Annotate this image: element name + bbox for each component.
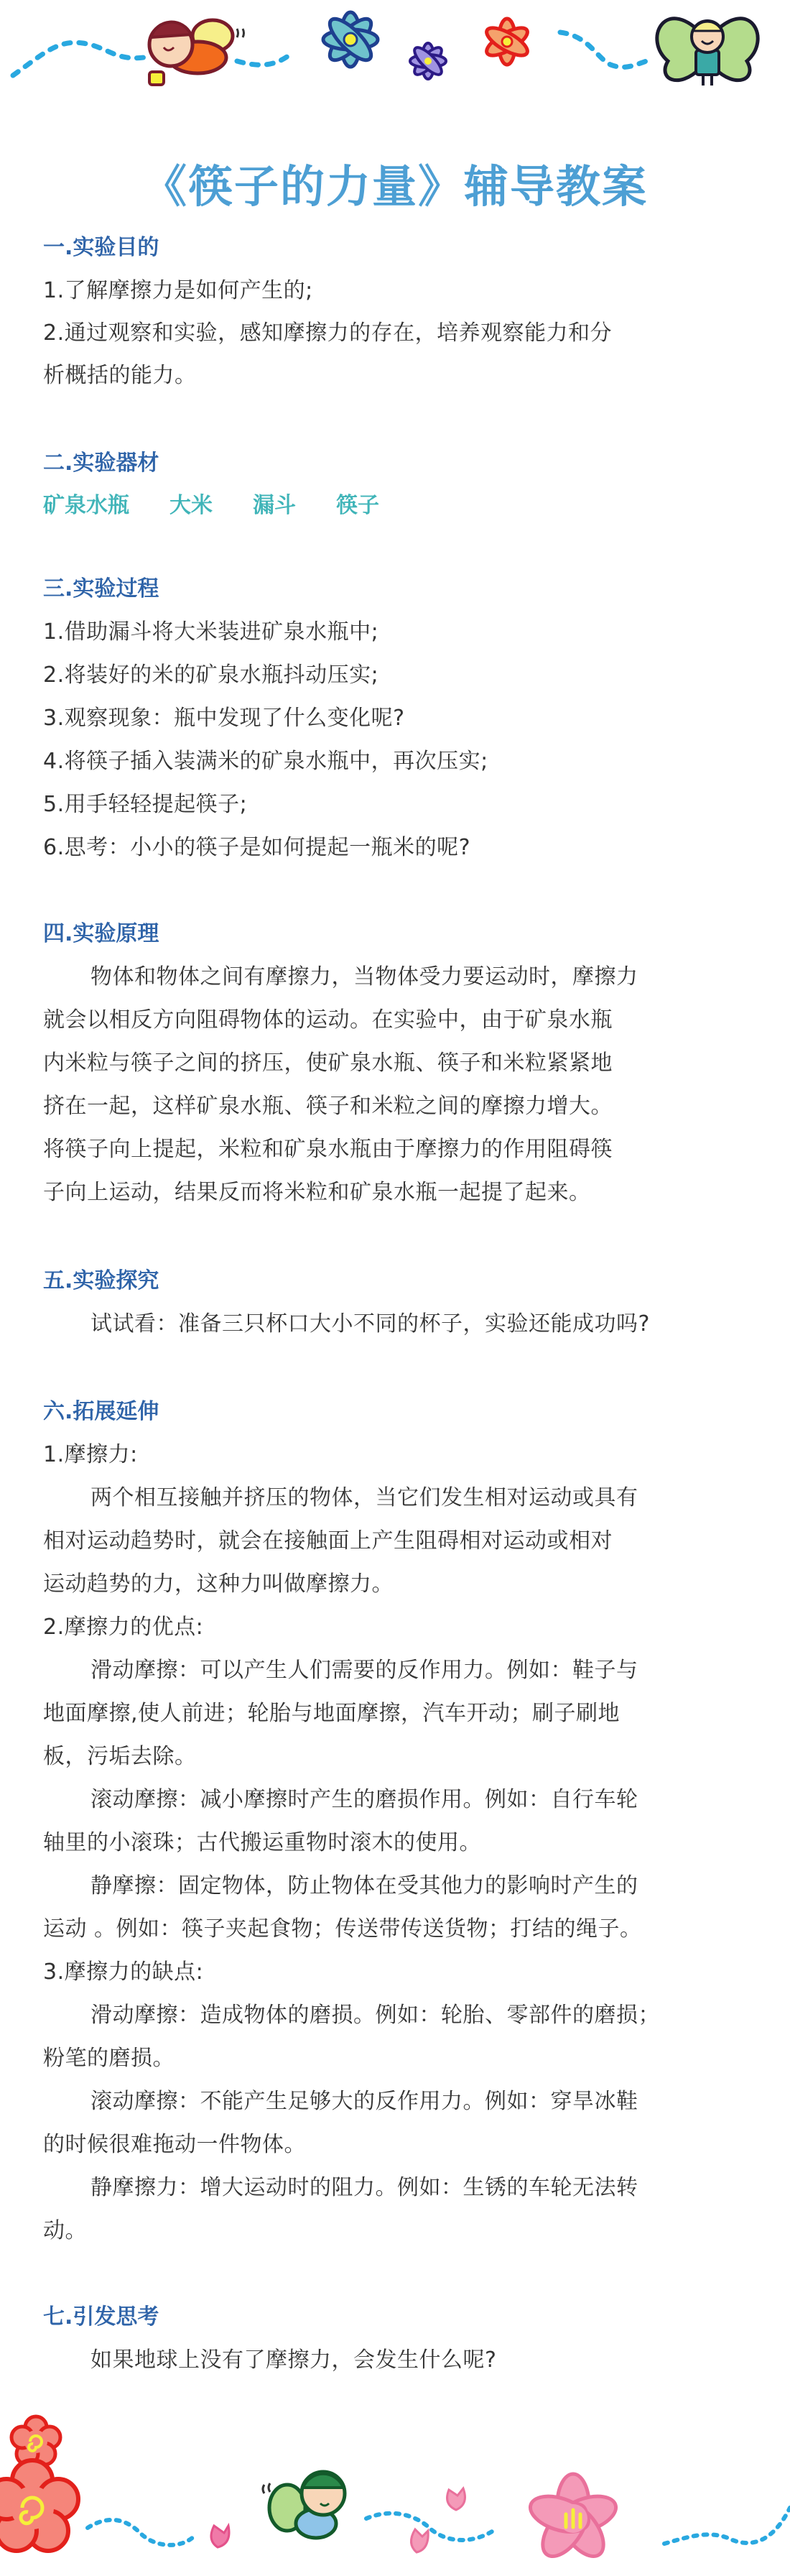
extension-line: 滚动摩擦：减小摩擦时产生的磨损作用。例如：自行车轮 xyxy=(90,1787,638,1812)
dotted-line-icon xyxy=(88,2508,790,2545)
large-red-flower-icon xyxy=(0,2460,78,2551)
exploration-line: 试试看：准备三只杯口大小不同的杯子，实验还能成功吗? xyxy=(90,1311,650,1337)
reflection-line: 如果地球上没有了摩擦力，会发生什么呢? xyxy=(90,2348,497,2373)
extension-subheading: 2.摩擦力的优点: xyxy=(43,1615,204,1640)
extension-line: 地面摩擦,使人前进；轮胎与地面摩擦，汽车开动；刷子刷地 xyxy=(43,1701,621,1726)
pink-petal-icon xyxy=(411,2529,428,2552)
material-item: 筷子 xyxy=(336,493,379,518)
purple-flower-icon xyxy=(410,43,446,79)
procedure-step: 5.用手轻轻提起筷子; xyxy=(43,792,248,817)
extension-line: 轴里的小滚珠；古代搬运重物时滚木的使用。 xyxy=(43,1830,481,1855)
extension-line: 的时候很难拖动一件物体。 xyxy=(43,2132,306,2157)
section-heading-principle: 四.实验原理 xyxy=(43,921,159,946)
material-item: 大米 xyxy=(169,493,213,518)
extension-line: 静摩擦力：增大运动时的阻力。例如：生锈的车轮无法转 xyxy=(90,2175,638,2200)
procedure-step: 4.将筷子插入装满米的矿泉水瓶中，再次压实; xyxy=(43,749,488,774)
bee-girl-icon xyxy=(149,20,244,85)
pink-petal-icon xyxy=(211,2526,229,2547)
objective-item: 2.通过观察和实验，感知摩擦力的存在，培养观察能力和分 xyxy=(43,320,613,346)
extension-line: 两个相互接触并挤压的物体，当它们发生相对运动或具有 xyxy=(90,1485,638,1510)
procedure-step: 1.借助漏斗将大米装进矿泉水瓶中; xyxy=(43,619,379,645)
principle-line: 内米粒与筷子之间的挤压，使矿泉水瓶、筷子和米粒紧紧地 xyxy=(43,1051,613,1076)
principle-line: 就会以相反方向阻碍物体的运动。在实验中，由于矿泉水瓶 xyxy=(43,1007,613,1033)
principle-line: 子向上运动，结果反而将米粒和矿泉水瓶一起提了起来。 xyxy=(43,1180,591,1205)
section-heading-materials: 二.实验器材 xyxy=(43,451,159,476)
teal-flower-icon xyxy=(323,12,378,67)
extension-line: 静摩擦：固定物体，防止物体在受其他力的影响时产生的 xyxy=(90,1873,638,1898)
green-bee-boy-icon xyxy=(263,2472,345,2538)
materials-list xyxy=(43,491,419,520)
material-item: 矿泉水瓶 xyxy=(43,493,129,518)
butterfly-fairy-icon xyxy=(657,19,758,86)
page-title: 《筷子的力量》辅导教案 xyxy=(141,160,648,213)
objective-item-cont: 析概括的能力。 xyxy=(43,363,197,388)
section-heading-objectives: 一.实验目的 xyxy=(43,235,159,260)
extension-line: 运动 。例如：筷子夹起食物；传送带传送货物；打结的绳子。 xyxy=(43,1916,642,1942)
top-decorative-banner xyxy=(0,0,790,93)
extension-line: 运动趋势的力，这种力叫做摩擦力。 xyxy=(43,1571,394,1597)
principle-line: 挤在一起，这样矿泉水瓶、筷子和米粒之间的摩擦力增大。 xyxy=(43,1094,613,1119)
section-heading-reflection: 七.引发思考 xyxy=(43,2304,159,2330)
extension-line: 动。 xyxy=(43,2218,87,2243)
extension-line: 板，污垢去除。 xyxy=(43,1744,197,1769)
principle-line: 将筷子向上提起，米粒和矿泉水瓶由于摩擦力的作用阻碍筷 xyxy=(43,1137,613,1162)
section-heading-procedure: 三.实验过程 xyxy=(43,576,159,601)
procedure-step: 3.观察现象：瓶中发现了什么变化呢? xyxy=(43,706,405,731)
procedure-step: 6.思考：小小的筷子是如何提起一瓶米的呢? xyxy=(43,835,471,860)
extension-line: 滑动摩擦：可以产生人们需要的反作用力。例如：鞋子与 xyxy=(90,1658,638,1683)
section-heading-exploration: 五.实验探究 xyxy=(43,1268,159,1293)
principle-line: 物体和物体之间有摩擦力，当物体受力要运动时，摩擦力 xyxy=(90,964,638,989)
objective-item: 1.了解摩擦力是如何产生的; xyxy=(43,278,313,303)
red-orange-flower-icon xyxy=(483,19,531,65)
extension-subheading: 1.摩擦力: xyxy=(43,1442,138,1467)
extension-line: 滑动摩擦：造成物体的磨损。例如：轮胎、零部件的磨损； xyxy=(90,2003,660,2028)
procedure-step: 2.将装好的米的矿泉水瓶抖动压实; xyxy=(43,663,379,688)
extension-line: 相对运动趋势时，就会在接触面上产生阻碍相对运动或相对 xyxy=(43,1528,613,1554)
section-heading-extension: 六.拓展延伸 xyxy=(43,1399,159,1424)
bottom-decorative-banner xyxy=(0,2400,790,2576)
pink-petal-icon xyxy=(447,2488,465,2510)
extension-line: 滚动摩擦：不能产生足够大的反作用力。例如：穿旱冰鞋 xyxy=(90,2089,638,2114)
small-red-flower-icon xyxy=(11,2416,60,2465)
extension-subheading: 3.摩擦力的缺点: xyxy=(43,1959,204,1985)
extension-line: 粉笔的磨损。 xyxy=(43,2046,175,2071)
pink-cherry-blossom-icon xyxy=(526,2474,621,2564)
material-item: 漏斗 xyxy=(253,493,296,518)
